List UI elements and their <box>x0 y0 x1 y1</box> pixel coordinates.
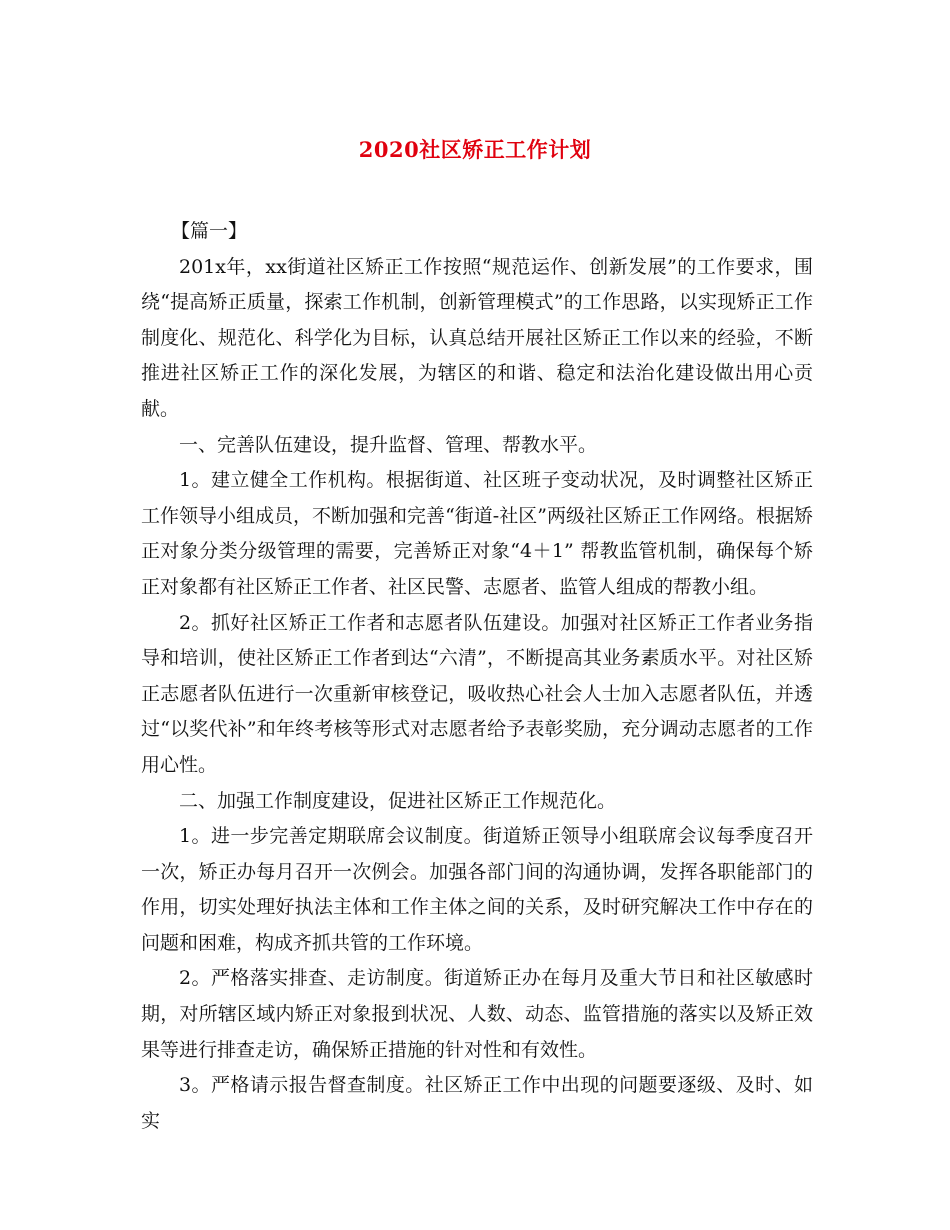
paragraph-2-2: 2。严格落实排查、走访制度。街道矫正办在每月及重大节日和社区敏感时期，对所辖区域内矫正对象报到状况、人数、动态、监管措施的落实以及矫正效果等进行排查走访，确保矫正措施的针对性和有效性。 <box>141 967 813 1061</box>
document-body <box>141 214 813 1139</box>
paragraph-1-2: 2。抓好社区矫正工作者和志愿者队伍建设。加强对社区矫正工作者业务指导和培训，使社区矫正工作者到达“六清”，不断提高其业务素质水平。对社区矫正志愿者队伍进行一次重新审核登记，吸收热心社会人士加入志愿者队伍，并透过“以奖代补”和年终考核等形式对志愿者给予表彰奖励，充分调动志愿者的工作用心性。 <box>141 611 813 776</box>
paragraph-2-3: 3。严格请示报告督查制度。社区矫正工作中出现的问题要逐级、及时、如实 <box>141 1074 813 1132</box>
paragraph-intro: 201x年，xx街道社区矫正工作按照“规范运作、创新发展”的工作要求，围绕“提高矫正质量，探索工作机制，创新管理模式”的工作思路，以实现矫正工作制度化、规范化、科学化为目标，认真总结开展社区矫正工作以来的经验，不断推进社区矫正工作的深化发展，为辖区的和谐、稳定和法治化建设做出用心贡献。 <box>141 255 813 420</box>
heading-one: 一、完善队伍建设，提升监督、管理、帮教水平。 <box>179 433 598 456</box>
heading-two: 二、加强工作制度建设，促进社区矫正工作规范化。 <box>179 789 617 812</box>
paragraph-2-1: 1。进一步完善定期联席会议制度。街道矫正领导小组联席会议每季度召开一次，矫正办每月召开一次例会。加强各部门间的沟通协调，发挥各职能部门的作用，切实处理好执法主体和工作主体之间的关系，及时研究解决工作中存在的问题和困难，构成齐抓共管的工作环境。 <box>141 825 813 954</box>
section-label: 【篇一】 <box>171 220 248 242</box>
document-title: 2020社区矫正工作计划 <box>358 137 592 162</box>
paragraph-1-1: 1。建立健全工作机构。根据街道、社区班子变动状况，及时调整社区矫正工作领导小组成员，不断加强和完善“街道-社区”两级社区矫正工作网络。根据矫正对象分类分级管理的需要，完善矫正对象“4＋1” 帮教监管机制，确保每个矫正对象都有社区矫正工作者、社区民警、志愿者、监管人组成的帮教小组。 <box>141 469 813 598</box>
